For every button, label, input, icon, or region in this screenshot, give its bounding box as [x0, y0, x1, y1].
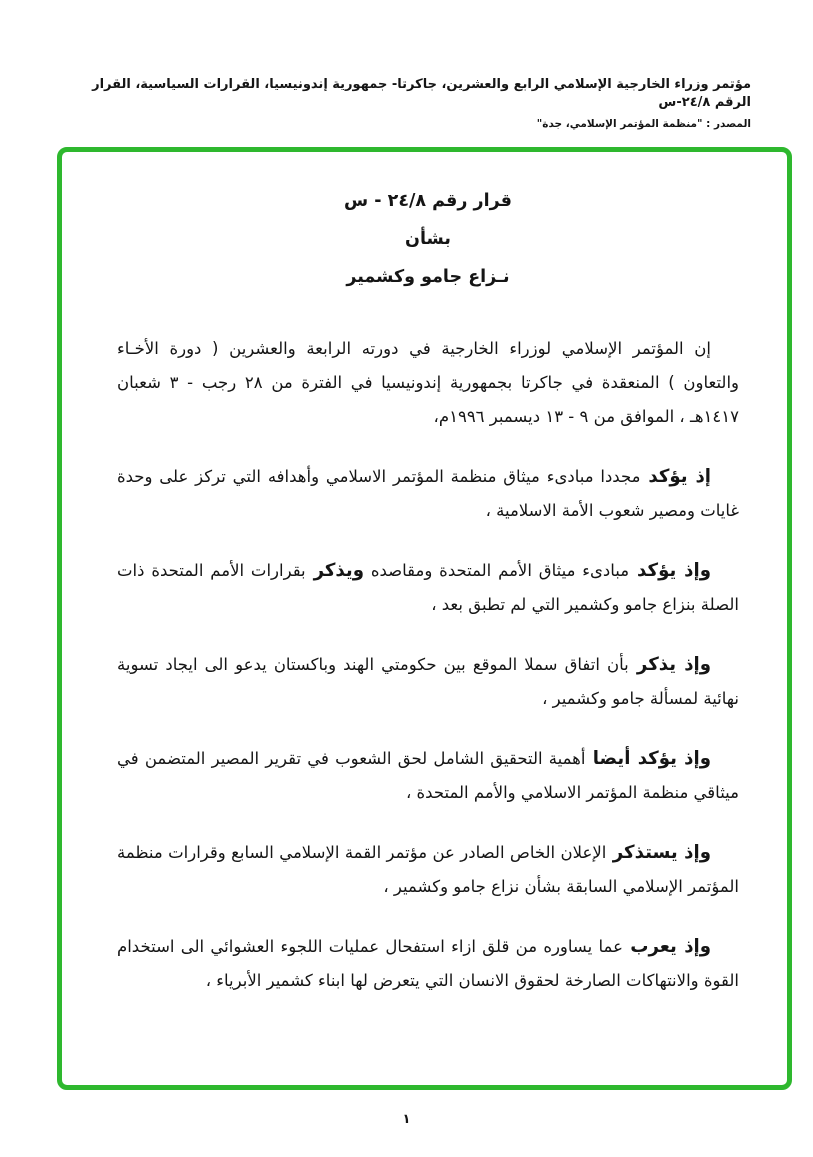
paragraph-lead: وإذ يؤكد: [629, 560, 711, 581]
paragraph-lead: وإذ يستذكر: [606, 842, 711, 863]
page-header: [60, 76, 751, 131]
title-subject: نـزاع جامو وكشمير: [346, 267, 510, 287]
paragraph: [117, 332, 739, 434]
paragraph: [117, 460, 739, 528]
paragraph-text: أهمية التحقيق الشامل لحق الشعوب في تقرير المصير المتضمن في ميثاقي منظمة المؤتمر الاسلامي والأمم المتحدة ،: [117, 749, 739, 802]
paragraph: [117, 742, 739, 810]
title-regarding: بشأن: [405, 229, 451, 249]
paragraph-lead: ويذكر: [305, 560, 364, 581]
paragraph-text: الإعلان الخاص الصادر عن مؤتمر القمة الإسلامي السابع وقرارات منظمة المؤتمر الإسلامي السابقة بشأن نزاع جامو وكشمير ،: [117, 843, 739, 896]
document-title: [117, 192, 739, 286]
page-number: ١: [402, 1112, 411, 1127]
document-frame: [57, 147, 792, 1090]
paragraph: [117, 836, 739, 904]
paragraph-lead: وإذ يعرب: [622, 936, 712, 957]
header-source: المصدر : "منظمة المؤتمر الإسلامي، جدة": [536, 118, 751, 130]
document-body: [117, 332, 739, 998]
paragraph-text: إن المؤتمر الإسلامي لوزراء الخارجية في دورته الرابعة والعشرين ( دورة الأخـاء والتعاون ) المنعقدة في جاكرتا بجمهورية إندونيسيا في الفترة من ٢٨ رجب - ٣ شعبان ١٤١٧هـ ، الموافق من ٩ - ١٣ ديسمبر ١٩٩٦م،: [117, 339, 739, 426]
resolution-number: قرار رقم ٢٤/٨ - س: [344, 191, 512, 211]
paragraph-text: بقرارات الأمم المتحدة ذات الصلة بنزاع جامو وكشمير التي لم تطبق بعد ،: [117, 561, 739, 614]
paragraph-text: عما يساوره من قلق ازاء استفحال عمليات اللجوء العشوائي الى استخدام القوة والانتهاكات الصارخة لحقوق الانسان التي يتعرض لها ابناء كشمير الأبرياء ،: [117, 937, 739, 990]
paragraph: [117, 554, 739, 622]
paragraph-text: بأن اتفاق سملا الموقع بين حكومتي الهند وباكستان يدعو الى ايجاد تسوية نهائية لمسألة جامو وكشمير ،: [117, 655, 739, 708]
paragraph-text: مجددا مبادىء ميثاق منظمة المؤتمر الاسلامي وأهدافه التي تركز على وحدة غايات ومصير شعوب الأمة الاسلامية ،: [117, 467, 739, 520]
paragraph: [117, 648, 739, 716]
paragraph-text: مبادىء ميثاق الأمم المتحدة ومقاصده: [363, 561, 630, 580]
paragraph-lead: وإذ يذكر: [628, 654, 711, 675]
paragraph-lead: إذ يؤكد: [640, 466, 711, 487]
paragraph: [117, 930, 739, 998]
paragraph-lead: وإذ يؤكد أيضا: [585, 748, 711, 769]
header-citation: مؤتمر وزراء الخارجية الإسلامي الرابع والعشرين، جاكرتا- جمهورية إندونيسيا، القرارات السياسية، القرار الرقم ٢٤/٨-س: [92, 77, 751, 110]
